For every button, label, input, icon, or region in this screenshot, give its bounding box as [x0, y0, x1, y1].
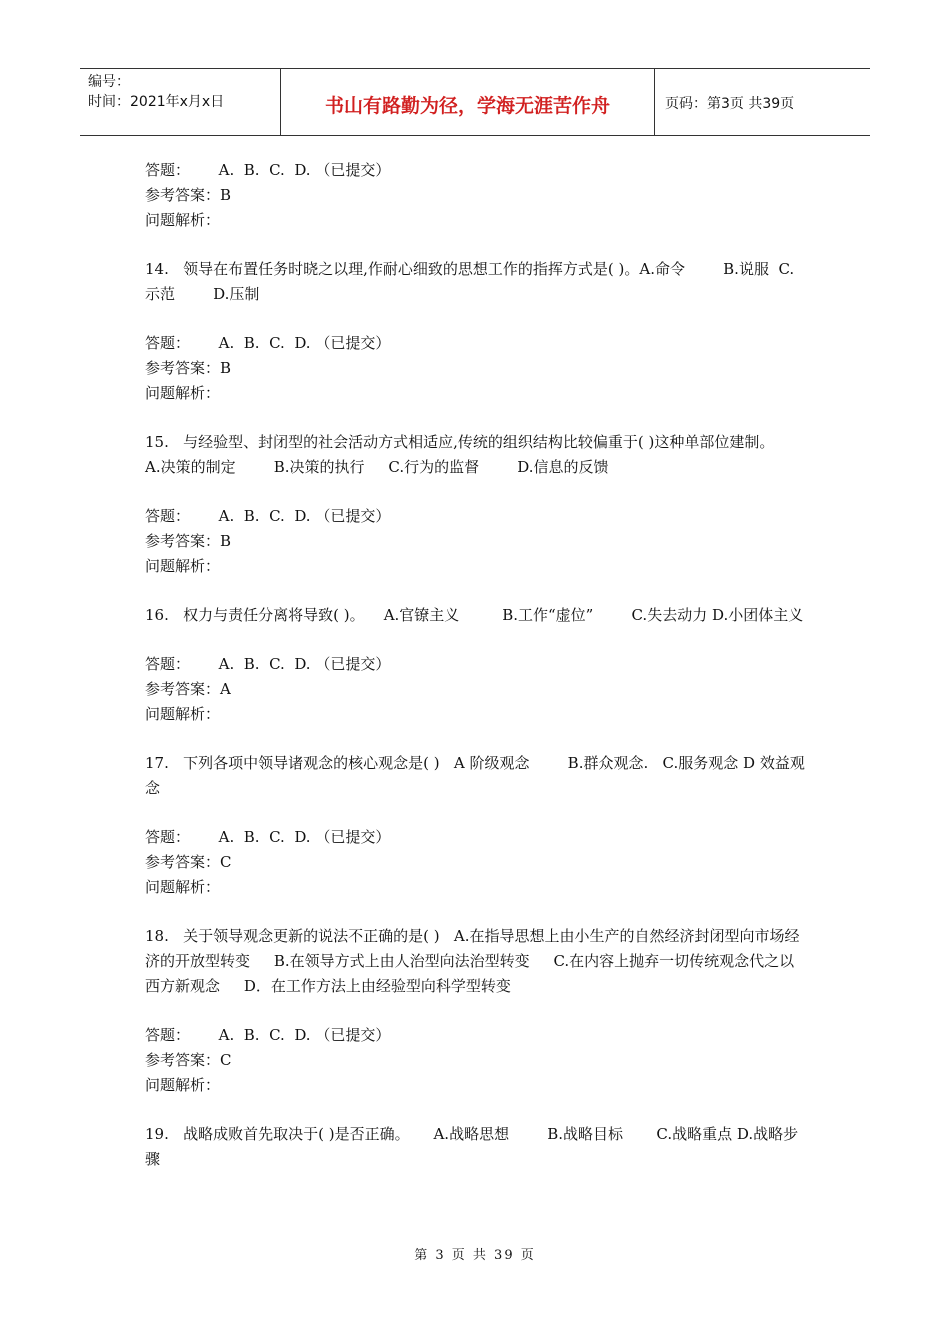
- reference-answer: 参考答案：B: [145, 186, 232, 204]
- reference-answer: 参考答案：C: [145, 853, 232, 871]
- answer-line: 答题： A. B. C. D. （已提交）: [145, 1026, 391, 1044]
- question-17: 17. 下列各项中领导诸观念的核心观念是( ) A 阶级观念 B.群众观念. C.服务观念 D 效益观念: [145, 754, 805, 797]
- header-page-info: 页码：第3页 共39页: [665, 96, 795, 112]
- question-list: [145, 158, 807, 1172]
- answer-line: 答题： A. B. C. D. （已提交）: [145, 655, 391, 673]
- question-18: 18. 关于领导观念更新的说法不正确的是( ) A.在指导思想上由小生产的自然经济封闭型向市场经济的开放型转变 B.在领导方式上由人治型向法治型转变 C.在内容上抛弃一切传统观念代之以西方新观念 D．在工作方法上由经验型向科学型转变: [145, 927, 800, 995]
- page-footer: 第 3 页 共 39 页: [414, 1248, 536, 1263]
- document-number-label: 编号：: [88, 74, 130, 90]
- analysis-line: 问题解析：: [145, 557, 221, 575]
- document-time-label: 时间：2021年x月x日: [88, 94, 225, 110]
- question-16: 16. 权力与责任分离将导致( )。 A.官镣主义 B.工作“虚位” C.失去动力 D.小团体主义: [145, 606, 804, 624]
- answer-line: 答题： A. B. C. D. （已提交）: [145, 828, 391, 846]
- analysis-line: 问题解析：: [145, 211, 221, 229]
- answer-line: 答题： A. B. C. D. （已提交）: [145, 334, 391, 352]
- header-meta: [80, 69, 281, 135]
- answer-line: 答题： A. B. C. D. （已提交）: [145, 507, 391, 525]
- reference-answer: 参考答案：C: [145, 1051, 232, 1069]
- reference-answer: 参考答案：B: [145, 532, 232, 550]
- reference-answer: 参考答案：B: [145, 359, 232, 377]
- analysis-line: 问题解析：: [145, 705, 221, 723]
- answer-line: 答题： A. B. C. D. （已提交）: [145, 161, 391, 179]
- question-14: 14. 领导在布置任务时晓之以理,作耐心细致的思想工作的指挥方式是( )。A.命令 B.说服 C.示范 D.压制: [145, 260, 795, 303]
- reference-answer: 参考答案：A: [145, 680, 231, 698]
- question-19: 19. 战略成败首先取决于( )是否正确。 A.战略思想 B.战略目标 C.战略重点 D.战略步骤: [145, 1125, 799, 1168]
- question-15: 15. 与经验型、封闭型的社会活动方式相适应,传统的组织结构比较偏重于( )这种单部位建制。 A.决策的制定 B.决策的执行 C.行为的监督 D.信息的反馈: [145, 433, 794, 476]
- page-header: [80, 68, 870, 136]
- analysis-line: 问题解析：: [145, 1076, 221, 1094]
- analysis-line: 问题解析：: [145, 878, 221, 896]
- header-motto: 书山有路勤为径，学海无涯苦作舟: [281, 69, 655, 135]
- analysis-line: 问题解析：: [145, 384, 221, 402]
